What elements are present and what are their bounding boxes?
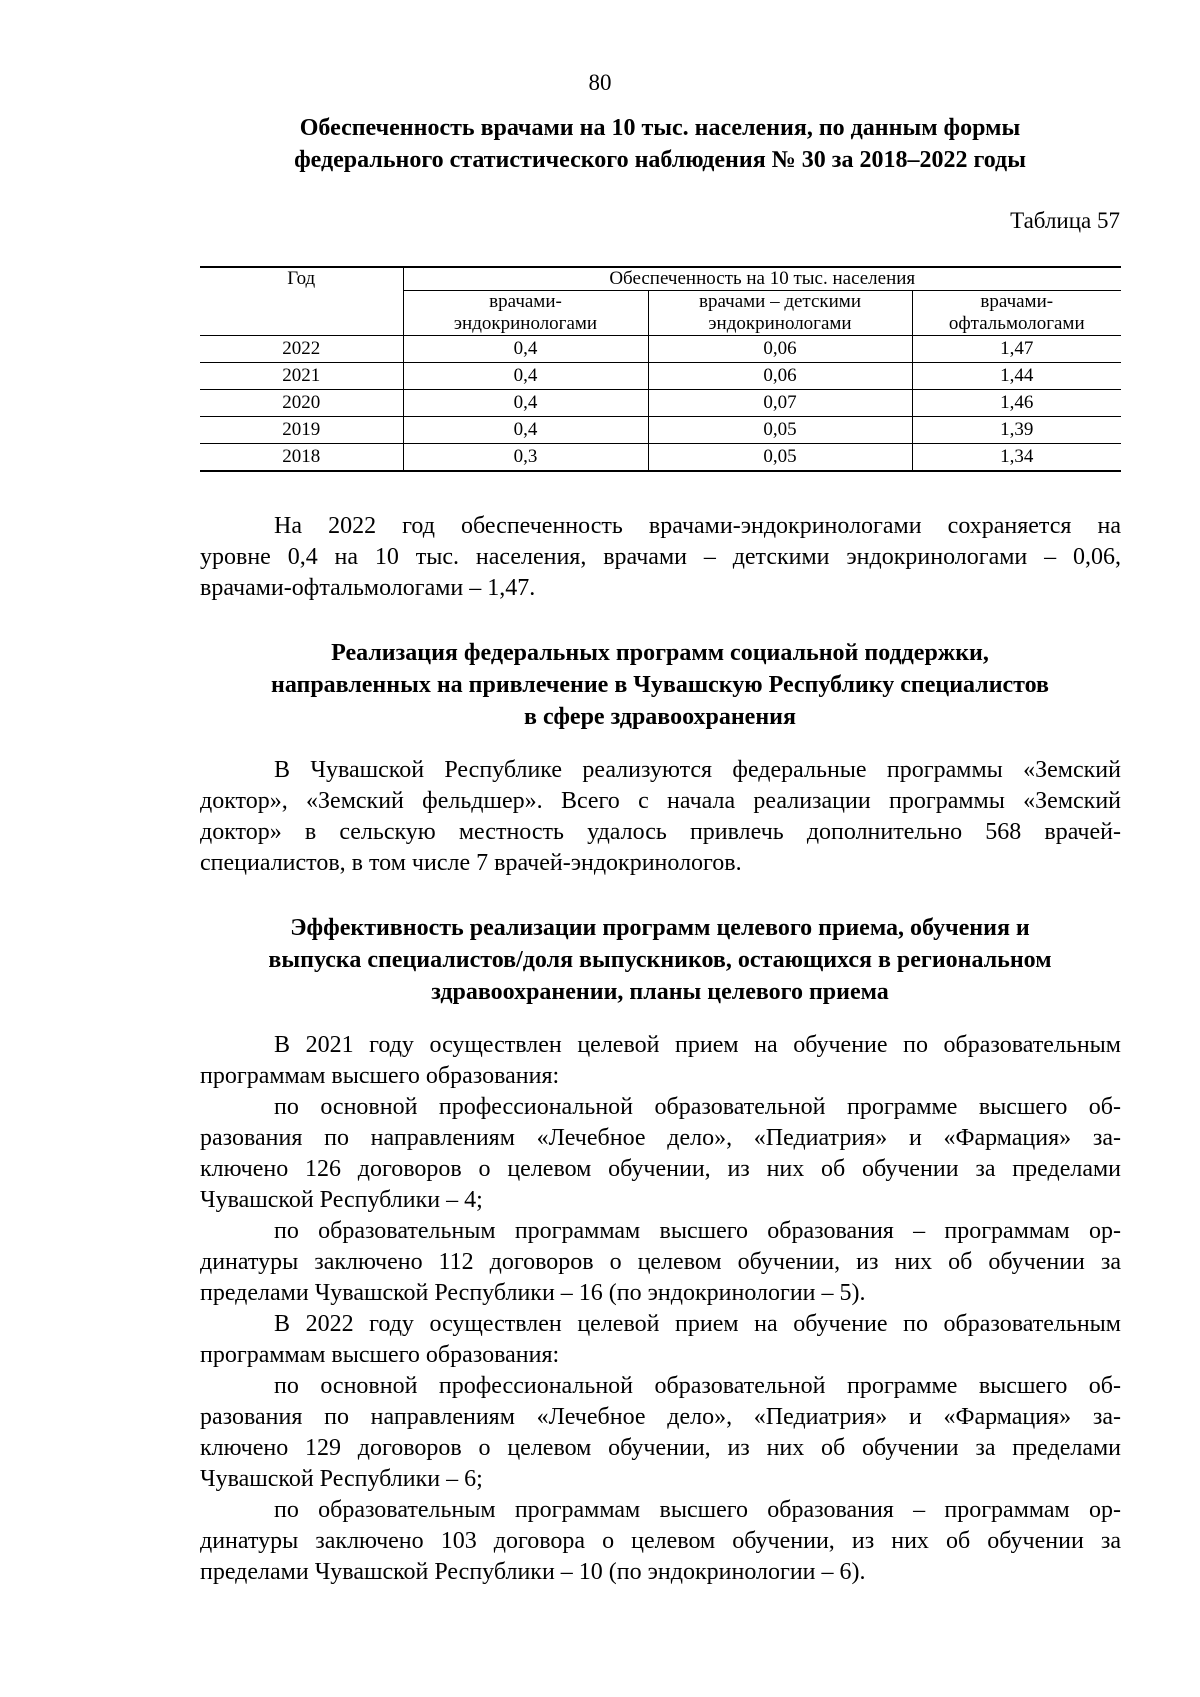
- header-endocrinologists: [403, 291, 648, 336]
- table-row: [200, 390, 1121, 417]
- paragraph-line: В Чувашской Республике реализуются федеральные программы «Земский: [274, 757, 1121, 783]
- table-row: [200, 417, 1121, 444]
- paragraph-line: врачами-офтальмологами – 1,47.: [200, 575, 536, 601]
- header-pediatric-endocrinologists: [648, 291, 912, 336]
- table-row: [200, 363, 1121, 390]
- paragraph-provision-summary: [200, 511, 1121, 604]
- header-ophthalmologists: [912, 291, 1121, 336]
- cell-year: 2022: [200, 336, 403, 363]
- section-heading-federal-programs: [200, 637, 1120, 733]
- cell-endo: 0,3: [403, 444, 648, 472]
- paragraph-line: динатуры заключено 112 договоров о целевом обучении, из них об обучении за: [200, 1249, 1121, 1275]
- table-row: [200, 444, 1121, 472]
- cell-ophth: 1,47: [912, 336, 1121, 363]
- paragraph-zemsky-doctor: [200, 755, 1121, 879]
- section-heading-targeted-admission: [200, 912, 1120, 1008]
- header-line: эндокринологами: [708, 313, 852, 334]
- paragraph-line: доктор» в сельскую местность удалось привлечь дополнительно 568 врачей-: [200, 819, 1121, 845]
- paragraph-line: В 2022 году осуществлен целевой прием на обучение по образовательным: [274, 1311, 1121, 1337]
- paragraph-line: по образовательным программам высшего образования – программам ор-: [274, 1218, 1121, 1244]
- paragraph-line: пределами Чувашской Республики – 16 (по эндокринологии – 5).: [200, 1280, 866, 1306]
- page-number: 80: [588, 70, 612, 95]
- table-title: [200, 112, 1120, 176]
- heading-line: направленных на привлечение в Чувашскую Республику специалистов: [270, 672, 1050, 698]
- header-line: офтальмологами: [948, 313, 1085, 334]
- provision-table: [200, 266, 1121, 472]
- cell-year: 2019: [200, 417, 403, 444]
- paragraph-line: Чувашской Республики – 6;: [200, 1466, 483, 1492]
- cell-ped-endo: 0,07: [648, 390, 912, 417]
- paragraph-line: разования по направлениям «Лечебное дело», «Педиатрия» и «Фармация» за-: [200, 1125, 1121, 1151]
- paragraph-line: по основной профессиональной образовательной программе высшего об-: [274, 1094, 1121, 1120]
- paragraph-line: разования по направлениям «Лечебное дело», «Педиатрия» и «Фармация» за-: [200, 1404, 1121, 1430]
- paragraph-line: по основной профессиональной образовательной программе высшего об-: [274, 1373, 1121, 1399]
- paragraph-line: доктор», «Земский фельдшер». Всего с начала реализации программы «Земский: [200, 788, 1121, 814]
- table-label: Таблица 57: [1010, 208, 1120, 233]
- paragraph-line: динатуры заключено 103 договора о целевом обучении, из них об обучении за: [200, 1528, 1121, 1554]
- cell-endo: 0,4: [403, 336, 648, 363]
- paragraph-line: уровне 0,4 на 10 тыс. населения, врачами – детскими эндокринологами – 0,06,: [200, 544, 1121, 570]
- header-line: врачами – детскими: [699, 291, 861, 312]
- paragraph-line: На 2022 год обеспеченность врачами-эндокринологами сохраняется на: [274, 513, 1121, 539]
- cell-year: 2021: [200, 363, 403, 390]
- cell-ophth: 1,44: [912, 363, 1121, 390]
- body-text: [200, 1030, 1121, 1588]
- paragraph-line: В 2021 году осуществлен целевой прием на обучение по образовательным: [274, 1032, 1121, 1058]
- cell-ophth: 1,39: [912, 417, 1121, 444]
- cell-endo: 0,4: [403, 363, 648, 390]
- cell-endo: 0,4: [403, 390, 648, 417]
- paragraph-line: ключено 126 договоров о целевом обучении, из них об обучении за пределами: [200, 1156, 1121, 1182]
- paragraph-line: Чувашской Республики – 4;: [200, 1187, 483, 1213]
- paragraph-line: программам высшего образования:: [200, 1342, 560, 1368]
- cell-ophth: 1,34: [912, 444, 1121, 472]
- paragraph-line: по образовательным программам высшего образования – программам ор-: [274, 1497, 1121, 1523]
- table-title-line: федерального статистического наблюдения № 30 за 2018–2022 годы: [294, 147, 1026, 173]
- header-spacer: [200, 291, 403, 336]
- header-group: Обеспеченность на 10 тыс. населения: [403, 267, 1121, 291]
- cell-ped-endo: 0,05: [648, 444, 912, 472]
- paragraph-line: пределами Чувашской Республики – 10 (по эндокринологии – 6).: [200, 1559, 866, 1585]
- header-line: врачами-: [980, 291, 1054, 312]
- paragraph-line: ключено 129 договоров о целевом обучении, из них об обучении за пределами: [200, 1435, 1121, 1461]
- cell-endo: 0,4: [403, 417, 648, 444]
- cell-ped-endo: 0,06: [648, 336, 912, 363]
- header-line: эндокринологами: [453, 313, 598, 334]
- heading-line: Реализация федеральных программ социальной поддержки,: [331, 640, 989, 666]
- heading-line: Эффективность реализации программ целевого приема, обучения и: [290, 915, 1030, 941]
- cell-ped-endo: 0,05: [648, 417, 912, 444]
- header-line: врачами-: [489, 291, 562, 312]
- table-row: [200, 336, 1121, 363]
- paragraph-line: программам высшего образования:: [200, 1063, 560, 1089]
- cell-ophth: 1,46: [912, 390, 1121, 417]
- paragraph-line: специалистов, в том числе 7 врачей-эндокринологов.: [200, 850, 742, 876]
- cell-year: 2018: [200, 444, 403, 472]
- table-title-line: Обеспеченность врачами на 10 тыс. населения, по данным формы: [299, 115, 1021, 141]
- heading-line: в сфере здравоохранения: [524, 704, 796, 730]
- heading-line: здравоохранении, планы целевого приема: [431, 979, 889, 1005]
- header-year: Год: [200, 267, 403, 291]
- heading-line: выпуска специалистов/доля выпускников, остающихся в региональном: [268, 947, 1052, 973]
- cell-ped-endo: 0,06: [648, 363, 912, 390]
- cell-year: 2020: [200, 390, 403, 417]
